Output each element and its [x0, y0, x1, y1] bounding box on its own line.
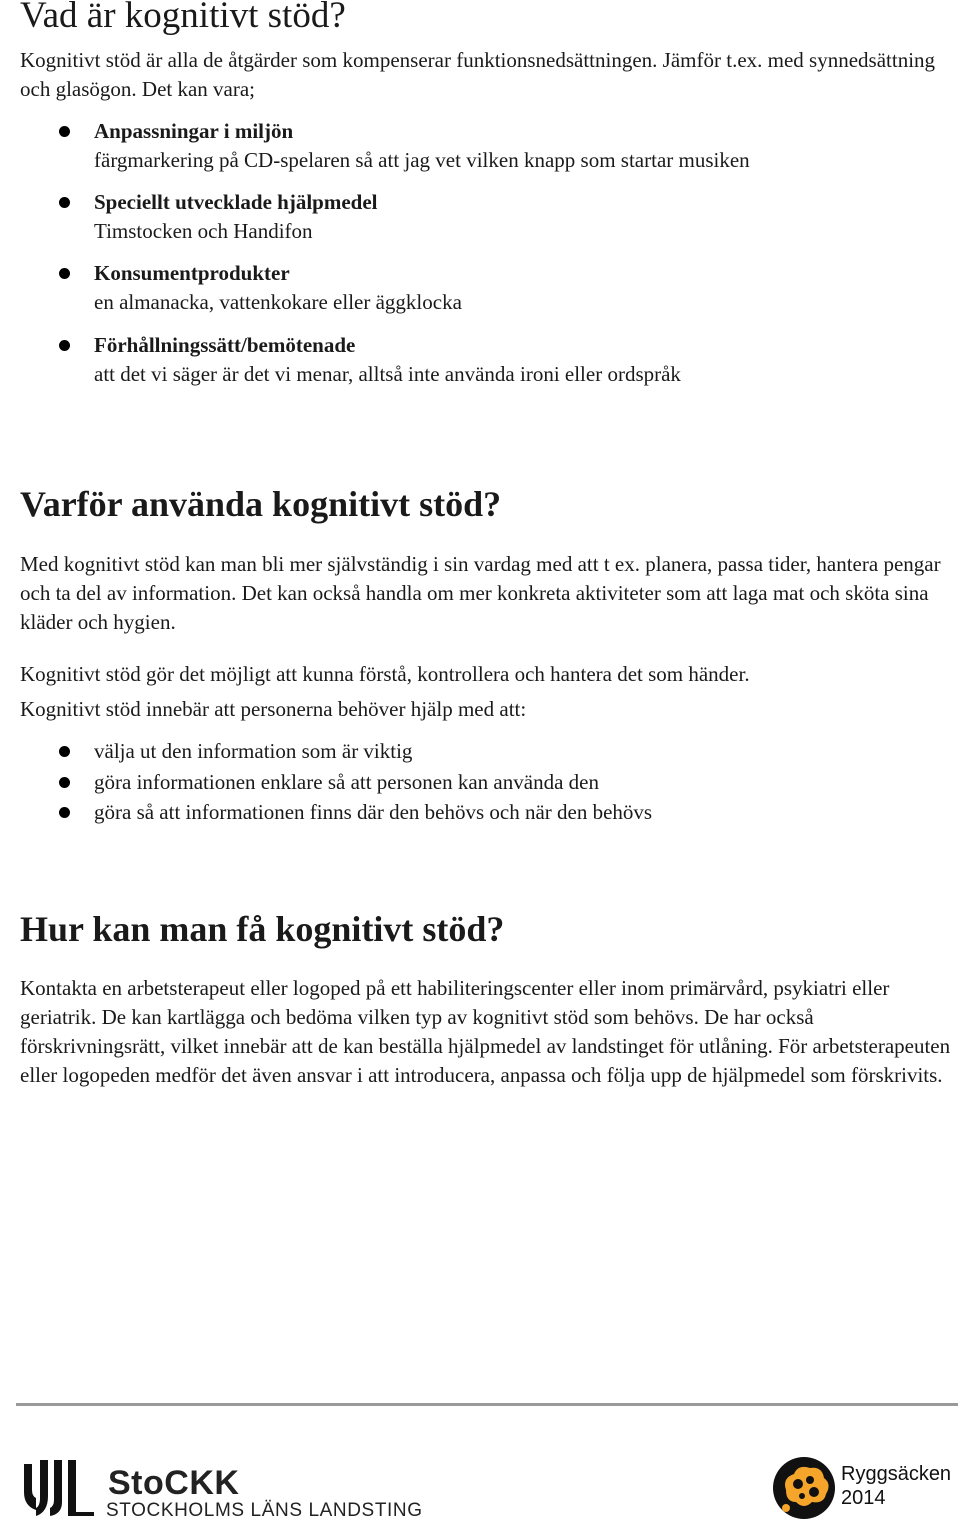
partner-year: 2014	[841, 1487, 886, 1509]
list-item: göra så att informationen finns där den behövs och när den behövs	[94, 800, 653, 824]
stockk-logo-icon	[20, 1456, 98, 1523]
paragraph: Kognitivt stöd innebär att personerna behöver hjälp med att:	[20, 697, 527, 721]
item-desc: Timstocken och Handifon	[94, 218, 313, 243]
item-title: Speciellt utvecklade hjälpmedel	[94, 190, 378, 214]
bullet-icon	[59, 807, 70, 818]
list-item	[94, 259, 954, 316]
list-item: göra informationen enklare så att personen kan använda den	[94, 770, 599, 794]
footer-divider	[16, 1403, 958, 1406]
item-desc: färgmarkering på CD-spelaren så att jag vet vilken knapp som startar musiken	[94, 147, 750, 172]
item-title: Förhållningssätt/bemötenade	[94, 333, 356, 357]
heading-varfor: Varför använda kognitivt stöd?	[20, 484, 502, 524]
heading-vad-ar: Vad är kognitivt stöd?	[20, 0, 346, 36]
bullet-icon	[59, 777, 70, 788]
paragraph: Med kognitivt stöd kan man bli mer självständig i sin vardag med att t ex. planera, passa tider, hantera pengar och ta del av information. Det kan också handla om mer konkreta aktiviteter som att laga mat och sköta sina kläder och hygien.	[20, 552, 941, 634]
bullet-icon	[59, 268, 70, 279]
item-title: Konsumentprodukter	[94, 261, 290, 285]
bullet-icon	[59, 197, 70, 208]
list-item: välja ut den information som är viktig	[94, 739, 413, 763]
list-item	[94, 117, 954, 174]
list-item	[94, 188, 954, 245]
intro-paragraph: Kognitivt stöd är alla de åtgärder som kompenserar funktionsnedsättningen. Jämför t.ex. med synnedsättning och glasögon. Det kan vara;	[20, 48, 936, 101]
bullet-icon	[59, 746, 70, 757]
partner-title: Ryggsäcken	[841, 1463, 952, 1485]
org-subtitle: STOCKHOLMS LÄNS LANDSTING	[106, 1500, 423, 1521]
paragraph: Kontakta en arbetsterapeut eller logoped på ett habiliteringscenter eller inom primärvård, psykiatri eller geriatrik. De kan kartlägga och bedöma vilken typ av kognitivt stöd som behövs. De har också förskrivningsrätt, vilket innebär att de kan beställa hjälpmedel av landstinget för utlåning. För arbetsterapeuten eller logopeden medför det även ansvar i att introducera, anpassa och följa upp de hjälpmedel som förskrivits.	[20, 976, 951, 1087]
item-title: Anpassningar i miljön	[94, 119, 294, 143]
bullet-icon	[59, 126, 70, 137]
item-desc: att det vi säger är det vi menar, alltså inte använda ironi eller ordspråk	[94, 361, 681, 386]
heading-hur-kan: Hur kan man få kognitivt stöd?	[20, 909, 505, 949]
list-item	[94, 331, 954, 388]
org-name: StoCKK	[108, 1464, 240, 1502]
ryggsacken-logo-icon	[772, 1454, 836, 1527]
item-desc: en almanacka, vattenkokare eller äggklocka	[94, 289, 462, 314]
bullet-icon	[59, 340, 70, 351]
paragraph: Kognitivt stöd gör det möjligt att kunna förstå, kontrollera och hantera det som händer.	[20, 662, 750, 686]
